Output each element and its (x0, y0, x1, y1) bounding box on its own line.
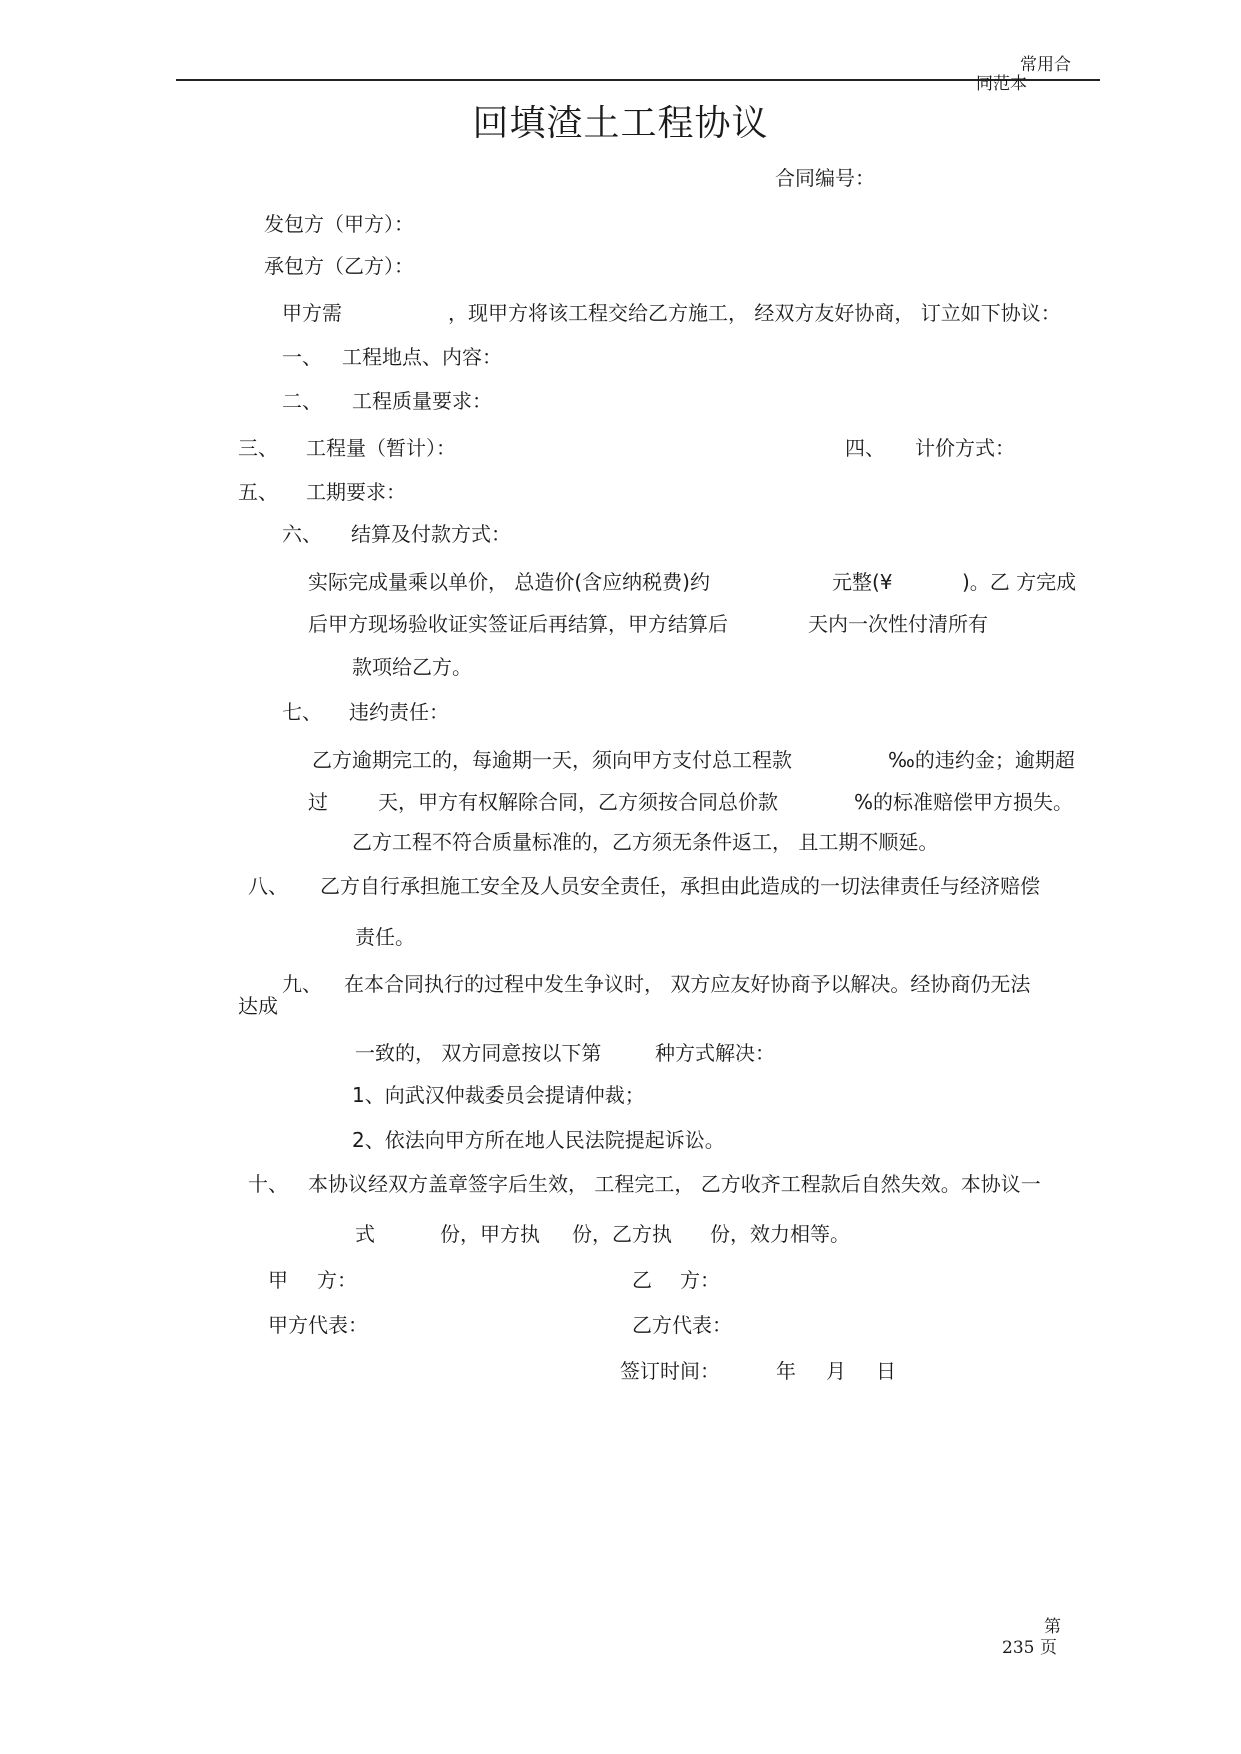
party-b-label: 承包方（乙方）： (264, 254, 414, 278)
section-8-line1: 乙方自行承担施工安全及人员安全责任，承担由此造成的一切法律责任与经济赔偿 (320, 874, 1040, 898)
signature-party-a-representative: 甲方代表： (268, 1313, 368, 1337)
signing-date-month: 月 (826, 1359, 846, 1383)
section-7-number: 七、 (282, 700, 322, 724)
section-10-line2-d: 份，效力相等。 (710, 1222, 850, 1246)
section-7-line2-c: %的标准赔偿甲方损失。 (854, 790, 1074, 814)
section-7-line1-a: 乙方逾期完工的，每逾期一天，须向甲方支付总工程款 (312, 748, 792, 772)
section-10-number: 十、 (248, 1172, 288, 1196)
document-title: 回填渣土工程协议 (472, 103, 769, 144)
signature-party-a-char1: 甲 (268, 1268, 288, 1292)
section-7-line2-a: 过 (308, 790, 328, 814)
section-5-number: 五、 (238, 480, 278, 504)
section-4-heading: 计价方式： (915, 436, 1015, 460)
page-char-top: 第 (1044, 1617, 1061, 1637)
section-9-line2-a: 一致的， 双方同意按以下第 (355, 1041, 602, 1065)
section-2-heading: 工程质量要求： (352, 389, 492, 413)
page-number: 235 (1002, 1638, 1035, 1658)
section-7-line3: 乙方工程不符合质量标准的，乙方须无条件返工， 且工期不顺延。 (352, 830, 939, 854)
section-10-line2-b: 份，甲方执 (440, 1222, 540, 1246)
section-9-number: 九、 (282, 972, 322, 996)
signature-party-a-char2: 方： (317, 1268, 357, 1292)
section-8-line2: 责任。 (355, 925, 415, 949)
section-10-line1: 本协议经双方盖章签字后生效， 工程完工， 乙方收齐工程款后自然失效。本协议一 (308, 1172, 1041, 1196)
section-1-heading: 工程地点、内容： (342, 345, 502, 369)
header-rule (176, 79, 1100, 81)
section-9-option-2: 2、依法向甲方所在地人民法院提起诉讼。 (352, 1128, 725, 1152)
section-3-heading: 工程量（暂计）： (306, 436, 456, 460)
intro-text-end: ，现甲方将该工程交给乙方施工， 经双方友好协商， 订立如下协议： (448, 301, 1061, 325)
section-6-number: 六、 (282, 522, 322, 546)
section-5-heading: 工期要求： (306, 480, 406, 504)
section-8-number: 八、 (248, 874, 288, 898)
header-category-line2: 同范本 (976, 74, 1027, 94)
section-3-number: 三、 (238, 436, 278, 460)
page-char-bottom: 页 (1040, 1638, 1057, 1658)
section-7-line1-b: ‰的违约金；逾期超 (888, 748, 1075, 772)
header-category-line1: 常用合 (1020, 55, 1071, 75)
section-6-line2-a: 后甲方现场验收证实签证后再结算，甲方结算后 (308, 612, 728, 636)
section-9-line1: 在本合同执行的过程中发生争议时， 双方应友好协商予以解决。经协商仍无法 (344, 972, 1031, 996)
section-7-heading: 违约责任： (349, 700, 449, 724)
signature-party-b-char1: 乙 (632, 1268, 652, 1292)
section-7-line2-b: 天，甲方有权解除合同，乙方须按合同总价款 (378, 790, 778, 814)
section-2-number: 二、 (282, 389, 322, 413)
section-9-option-1: 1、向武汉仲裁委员会提请仲裁； (352, 1083, 645, 1107)
signature-party-b-char2: 方： (680, 1268, 720, 1292)
section-6-heading: 结算及付款方式： (351, 522, 511, 546)
section-10-line2-c: 份，乙方执 (572, 1222, 672, 1246)
party-a-label: 发包方（甲方）： (264, 212, 414, 236)
signing-date-day: 日 (876, 1359, 896, 1383)
section-6-line1-c: )。乙 方完成 (962, 570, 1077, 594)
intro-text-start: 甲方需 (282, 301, 342, 325)
section-6-line1-a: 实际完成量乘以单价， 总造价(含应纳税费)约 (308, 570, 710, 594)
section-6-line2-b: 天内一次性付清所有 (808, 612, 988, 636)
section-10-line2-a: 式 (355, 1222, 375, 1246)
section-9-line2-b: 种方式解决： (655, 1041, 775, 1065)
signing-date-label: 签订时间： (620, 1359, 720, 1383)
signing-date-year: 年 (776, 1359, 796, 1383)
section-1-number: 一、 (282, 345, 322, 369)
section-4-number: 四、 (845, 436, 885, 460)
contract-number-label: 合同编号： (775, 166, 875, 190)
section-9-line1-wrap: 达成 (238, 994, 278, 1018)
signature-party-b-representative: 乙方代表： (632, 1313, 732, 1337)
section-6-line3: 款项给乙方。 (352, 655, 472, 679)
section-6-line1-b: 元整(¥ (832, 570, 893, 594)
